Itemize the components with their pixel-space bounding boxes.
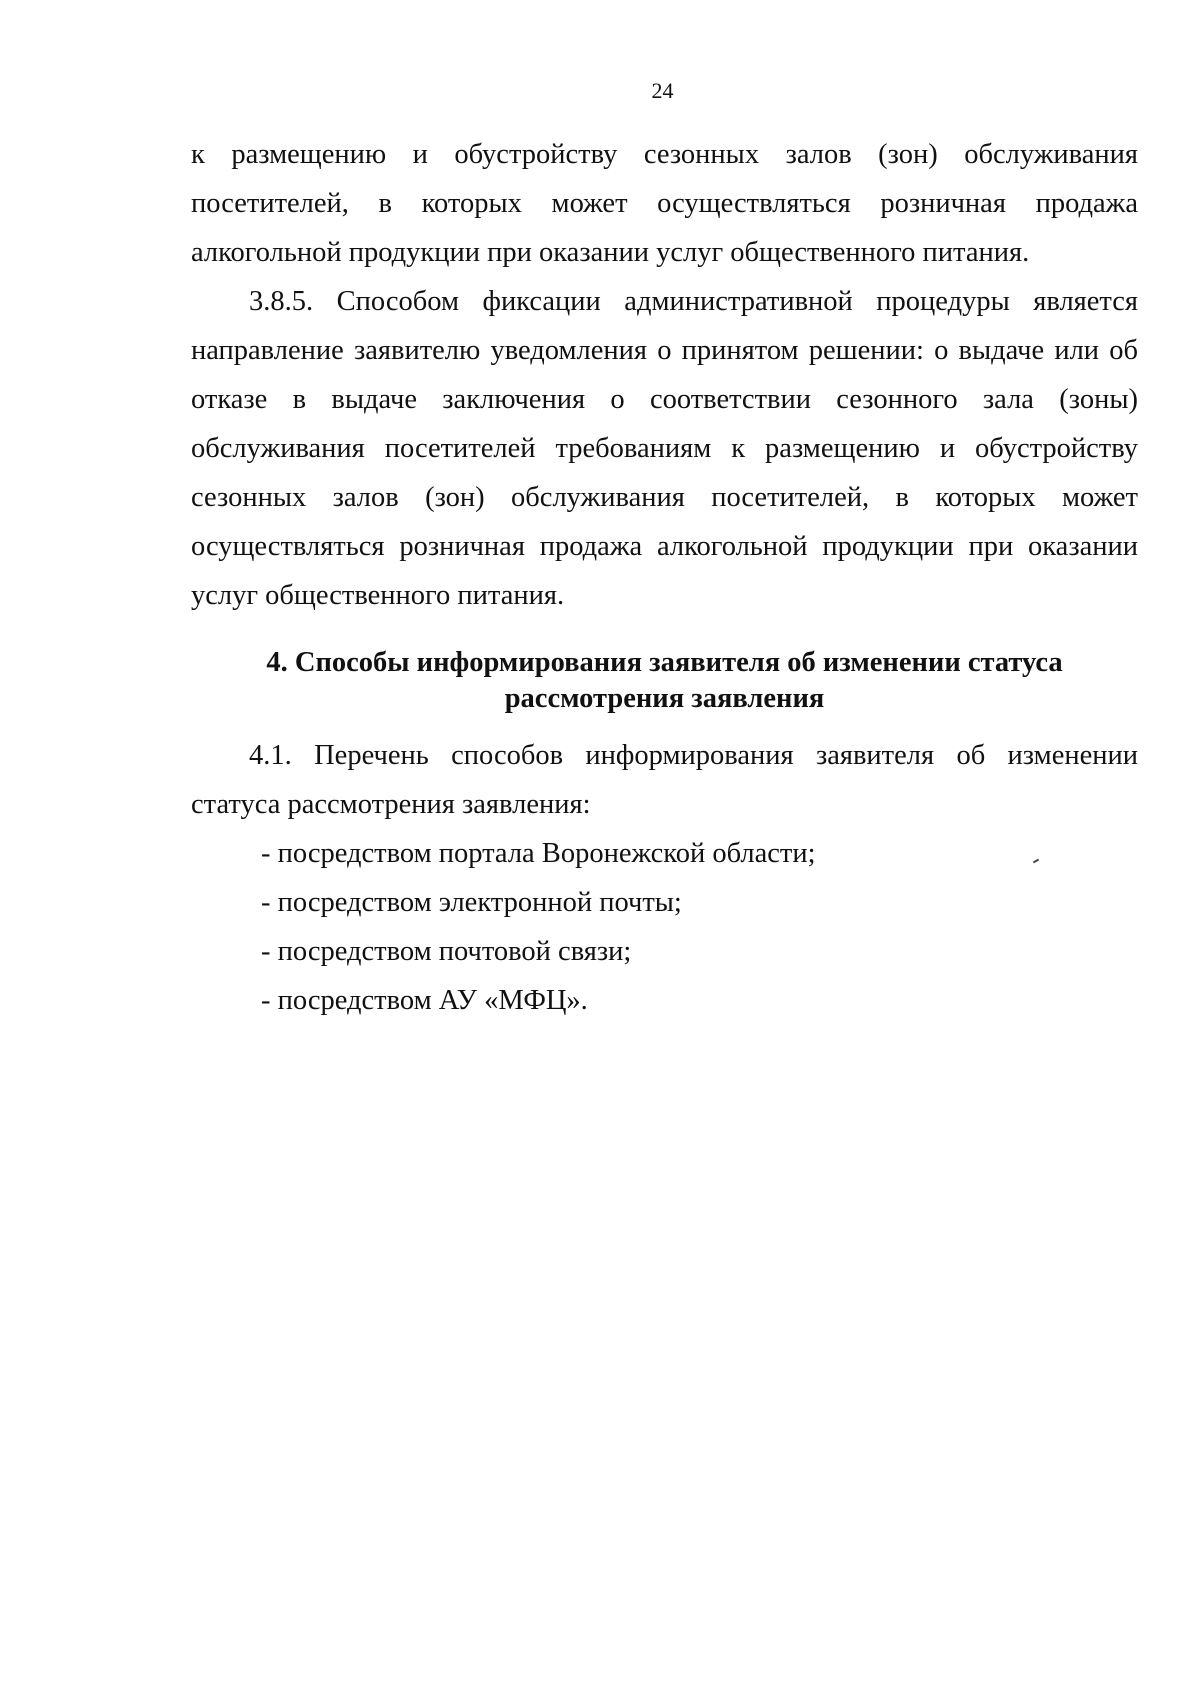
list-item: - посредством электронной почты; bbox=[261, 887, 682, 918]
informing-methods-list bbox=[191, 829, 1138, 1025]
paragraph-3-8-5: 3.8.5. Способом фиксации административной процедуры является направление заявителю уведомления о принятом решении: о выдаче или об отказе в выдаче заключения о соответствии сезонного зала (зоны) обслуживания посетителей требованиям к размещению и обустройству сезонных залов (зон) обслуживания посетителей, в которых может осуществляться розничная продажа алкогольной продукции при оказании услуг общественного питания. bbox=[191, 286, 1138, 611]
section-4-heading bbox=[191, 645, 1138, 717]
list-item: - посредством портала Воронежской области; bbox=[261, 838, 816, 869]
list-item: - посредством АУ «МФЦ». bbox=[261, 985, 588, 1016]
section-4-heading-line-2: рассмотрения заявления bbox=[504, 683, 825, 714]
document-body bbox=[191, 130, 1138, 1025]
section-4-heading-line-1: 4. Способы информирования заявителя об изменении статуса bbox=[266, 647, 1063, 678]
paragraph-4-1: 4.1. Перечень способов информирования заявителя об изменении статуса рассмотрения заявления: bbox=[191, 740, 1138, 820]
paragraph-continuation: к размещению и обустройству сезонных залов (зон) обслуживания посетителей, в которых может осуществляться розничная продажа алкогольной продукции при оказании услуг общественного питания. bbox=[191, 139, 1138, 268]
page-number: 24 bbox=[651, 78, 674, 103]
list-item: - посредством почтовой связи; bbox=[261, 936, 632, 967]
